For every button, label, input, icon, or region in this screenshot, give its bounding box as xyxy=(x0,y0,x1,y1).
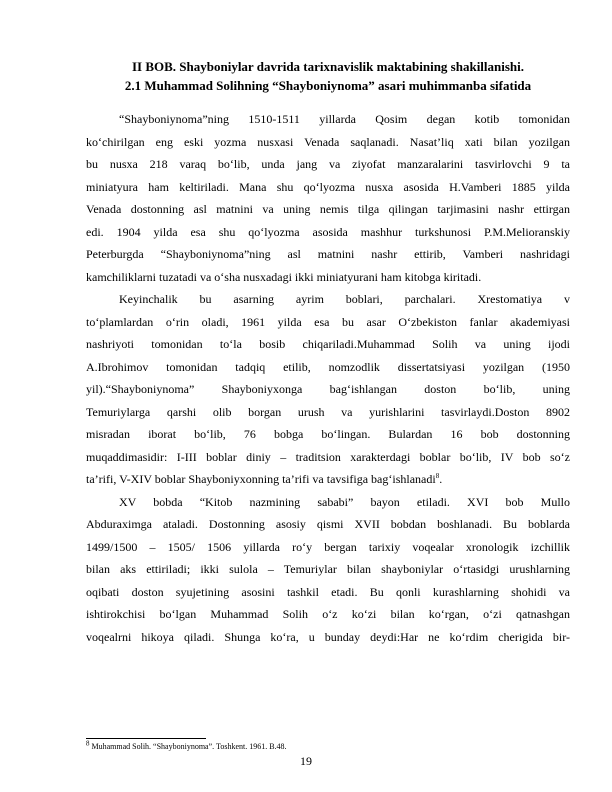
paragraph-2-line: yil).“Shayboniynoma” Shayboniyxonga bag‘ishlangan doston bo‘lib, uning xyxy=(86,382,570,396)
body-text xyxy=(86,108,570,648)
paragraph-1-line: ko‘chirilgan eng eski yozma nusxasi Venada saqlanadi. Nasat’liq xati bilan yozilgan xyxy=(86,134,570,149)
footnote-marker: 8 xyxy=(86,739,90,748)
paragraph-2-line: nashriyoti tomonidan to‘la bosib chiqariladi.Muhammad Solih va uning ijodi xyxy=(86,337,570,351)
footnote xyxy=(86,739,287,751)
page-number: 19 xyxy=(300,754,312,768)
paragraph-3-line: bilan aks ettiriladi; ikki sulola – Temuriylar bilan shayboniylar o‘rtasidgi urushlarning xyxy=(86,562,570,576)
paragraph-2-line: Temuriylarga qarshi olib borgan urush va yurishlarini tasvirlaydi.Doston 8902 xyxy=(86,404,570,419)
paragraph-3-line: Abduraximga ataladi. Dostonning asosiy qismi XVII bobdan boshlanadi. Bu boblarda xyxy=(86,517,570,531)
footnote-text: Muhammad Solih. “Shayboniynoma”. Toshkent. 1961. B.48. xyxy=(91,742,287,751)
footnote-reference[interactable]: 8 xyxy=(435,472,440,480)
paragraph-1-line: Peterburgda “Shayboniynoma”ning asl matnini nashr ettirib, Vamberi nashridagi xyxy=(86,247,570,261)
sentence-end: . xyxy=(439,472,443,486)
paragraph-1-line: “Shayboniynoma”ning 1510-1511 yillarda Qosim degan kotib tomonidan xyxy=(119,112,570,126)
section-title: 2.1 Muhammad Solihning “Shayboniynoma” asari muhimmanba sifatida xyxy=(124,78,532,93)
paragraph-1-line: kamchiliklarni tuzatadi va o‘sha nusxadagi ikki miniatyurani ham kitobga kiritadi. xyxy=(86,269,482,284)
paragraph-1-line: miniatyura ham keltiriladi. Mana shu qo‘lyozma nusxa asosida H.Vamberi 1885 yilda xyxy=(86,179,570,194)
paragraph-1-line: edi. 1904 yilda esa shu qo‘lyozma asosida mashhur turkshunosi P.M.Melioranskiy xyxy=(86,224,570,239)
paragraph-3-line: oqibati doston syujetining asosini tashkil etadi. Bu qonli kurashlarning shohidi va xyxy=(86,584,570,599)
paragraph-3-line: 1499/1500 – 1505/ 1506 yillarda ro‘y bergan tarixiy voqealar xronologik izchillik xyxy=(86,539,570,554)
paragraph-2-line: misradan iborat bo‘lib, 76 bobga bo‘lingan. Bulardan 16 bob dostonning xyxy=(86,427,570,441)
footnote-separator xyxy=(86,738,206,739)
chapter-title: II BOB. Shayboniylar davrida tarixnavislik maktabining shakillanishi. xyxy=(131,59,525,74)
paragraph-2-line: A.Ibrohimov tomonidan tadqiq etilib, nomzodlik dissertatsiyasi yozilgan (1950 xyxy=(86,359,570,374)
paragraph-1-line: bu nusxa 218 varaq bo‘lib, unda jang va ziyofat manzaralarini tasvirlovchi 9 ta xyxy=(86,157,570,171)
paragraph-2-last-line xyxy=(86,468,570,491)
paragraph-2-line: muqaddimasidir: I-III boblar diniy – traditsion xarakterdagi boblar bo‘lib, IV bob so‘z xyxy=(86,449,570,464)
paragraph-2-line-text: ta’rifi, V-XIV boblar Shayboniyxonning ta’rifi va tavsifiga bag‘ishlanadi xyxy=(86,472,436,486)
paragraph-3-line: voqealrni hikoya qiladi. Shunga ko‘ra, u bunday deydi:Har ne ko‘rdim cherigida bir- xyxy=(86,629,570,644)
paragraph-1-line: Venada dostonning asl matnini va uning nemis tilga qilingan tarjimasini nashr ettirgan xyxy=(86,202,570,216)
paragraph-2-line: to‘plamlardan o‘rin oladi, 1961 yilda esa bu asar O‘zbekiston fanlar akademiyasi xyxy=(86,314,570,329)
paragraph-3-line: XV bobda “Kitob nazmining sababi” bayon etiladi. XVI bob Mullo xyxy=(119,494,570,509)
paragraph-2-line: Keyinchalik bu asarning ayrim boblari, parchalari. Xrestomatiya v xyxy=(119,292,570,306)
paragraph-3-line: ishtirokchisi bo‘lgan Muhammad Solih o‘z ko‘zi bilan ko‘rgan, o‘zi qatnashgan xyxy=(86,607,570,621)
